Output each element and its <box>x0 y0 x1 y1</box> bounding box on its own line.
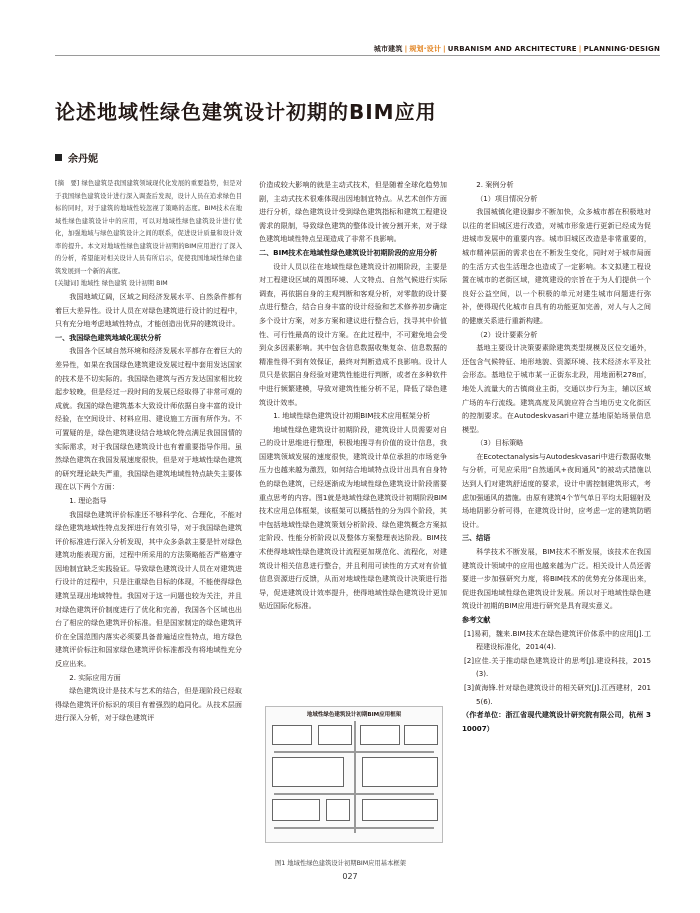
paragraph: 地域性绿色建筑设计初期阶段，建筑设计人员需要对自己的设计思维进行整理，积极地搜寻有价值的设计信息，我国建筑领域发展的速度很快，建筑设计单位承担的市场竞争压力也越来越为激烈，如何结合地域特点设计出具有自身特色的绿色建筑，已经逐渐成为地域性绿色建筑设计阶段需要重点思考的内容。图1就是地域性绿色建筑设计初期阶段BIM技术应用总体框架，该框架可以概括性的分为四个阶段，其中包括地域性绿色建筑策划分析阶段、绿色建筑概念方案拟定阶段、性能分析阶段以及整体方案整理表达阶段。BIM技术使得地域性绿色建筑设计流程更加规范化、流程化，对建筑设计相关信息进行整合，并且利用可读性的方式对有价值信息资源进行反馈，从而对地域性绿色建筑设计决策进行指导，促进建筑设计效率提升，使得地域性绿色建筑设计更加贴近国际化标准。 <box>259 424 447 611</box>
column-3 <box>462 178 651 733</box>
header-en1: URBANISM AND ARCHITECTURE <box>447 45 577 53</box>
author-name: 余丹妮 <box>68 154 98 165</box>
figure-connector <box>354 721 356 833</box>
paragraph: 价造成较大影响的就是主动式技术，但是随着全球化趋势加剧，主动式技术很难体现出因地制宜特点。从艺术创作方面进行分析，绿色建筑设计受到绿色建筑指标和建筑工程建设需求的限制，导致绿色建筑的整体设计被分割开来，对于绿色建筑地域性特点呈现造成了非常不良影响。 <box>259 180 447 244</box>
journal-header <box>374 44 660 54</box>
paragraph: （1）项目情况分析 <box>476 193 538 203</box>
figure-box <box>362 757 438 787</box>
figure-connector <box>274 751 434 753</box>
paragraph: 2. 案例分析 <box>476 180 514 189</box>
paragraph: （2）设计要素分析 <box>476 329 538 339</box>
section-heading: 参考文献 <box>462 615 491 624</box>
figure-box <box>360 725 400 745</box>
paragraph: 1. 理论指导 <box>69 495 107 505</box>
figure-caption: 图1 地域性绿色建筑设计初期BIM应用基本框架 <box>275 860 406 867</box>
figure-box <box>272 757 344 787</box>
figure-box <box>362 799 438 821</box>
paragraph: 我国各个区域自然环境和经济发展水平都存在着巨大的差异性，如果在我国绿色建筑建设发展过程中套用发达国家的技术是不切实际的。我国绿色建筑与西方发达国家相比较起步较晚，但是经过一段时间的发展已经取得了非常可观的成就。我国的绿色建筑基本大致设计师依据自身丰富的设计经验，在空间设计、材料应用、建设施工方面有所作为。不可置疑的是，绿色建筑建设结合地域化特点满足我国国情的实际需求，对于我国绿色建筑设计也有着重要指导作用。虽然绿色建筑在我国发展速度很快，但是对于地域性绿色建筑的研究理论缺失严重，我国绿色建筑地域性特点缺失主要体现在以下两个方面： <box>55 346 242 492</box>
paragraph: 在Ecotectanalysis与Autodeskvasari中进行数据收集与分析，可见应采用“自然通风+夜间通风”的被动式措施以达到人们对建筑舒适度的要求，设计中需控制建筑形式，考虑加强通风的措施。由原有建筑4个节气单日平均太阳辐射及场地阴影分析可得，在建筑设计时，应考虑一定的建筑防晒设计。 <box>462 451 651 529</box>
keywords: [关键词] 地域性 绿色建筑 设计初期 BIM <box>55 280 168 287</box>
page-number: 027 <box>342 872 358 881</box>
paragraph: 1. 地域性绿色建筑设计初期BIM技术应用框架分析 <box>273 411 431 421</box>
paragraph: 2. 实际应用方面 <box>69 672 121 682</box>
section-heading: 三、结语 <box>462 533 491 543</box>
article-title: 论述地域性绿色建筑设计初期的BIM应用 <box>55 100 437 124</box>
abstract: [摘 要] 绿色建筑是我国建筑领域现代化发展的重要趋势，但是对于我国绿色建筑设计进行深入调查后发现，设计人员在追求绿色目标的同时，对于建筑的地域性较忽视了策略的态度。BIM技术在地域性绿色建筑设计中的应用，可以对地域性绿色建筑设计进行优化，加强地域与绿色建筑设计之间的联系，促进设计质量和设计效率的提升。本文对地域性绿色建筑设计初期的BIM应用进行了深入的分析，希望能对相关设计人员有所启示，促使我国地域性绿色建筑发展到一个新的高度。 <box>55 180 242 275</box>
paragraph: （3）目标策略 <box>476 438 524 448</box>
reference-item: [1]易莉，魏来.BIM技术在绿色建筑评价体系中的应用[J].工程建设标准化，2014(4). <box>464 628 651 652</box>
header-cn2: 规划·设计 <box>409 45 442 53</box>
paragraph: 我国城镇化建设脚步不断加快，众多城市都在积极地对以往的老旧城区进行改造，对城市形象进行更新已经成为促进城市发展中的重要内容。城市旧城区改造是非常重要的，城市精神层面的需求也在不断发生变化，同时对于城市局面的生活方式也生活理念也造成了一定影响。本文拟建工程设置在城市的老街区域，建筑建设的宗旨在于为人们提供一个良好公益空间，以一个积极的单元对建生城市问题进行弥补，使得现代化城市自具有的功能更加完善，对人与人之间的健康关系进行重新构建。 <box>462 207 651 325</box>
header-separator: | <box>578 45 582 53</box>
figure-box <box>404 725 438 745</box>
section-heading: （作者单位：浙江省现代建筑设计研究院有限公司，杭州 310007） <box>462 710 651 733</box>
section-heading: 一、我国绿色建筑地域化现状分析 <box>55 332 162 342</box>
paragraph: 绿色建筑设计是技术与艺术的结合，但是现阶段已经取得绿色建筑评价标识的项目有着强烈的趋同化。从技术层面进行深入分析，对于绿色建筑评 <box>55 686 242 723</box>
header-separator: | <box>443 45 446 53</box>
reference-item: [2]应佳.关于推动绿色建筑设计的思考[J].建设科技，2015(3). <box>464 655 651 679</box>
paragraph: 设计人员以往在地域性绿色建筑设计初期阶段，主要是对工程建设区域的周围环境、人文特点、自然气候进行实际调查，再依据自身的主观判断和客观分析，对零散的设计要点进行整合，结合自身丰富的设计经验和艺术修养初步确定多个设计方案，对多方案和建议进行整合后，找寻其中价值性、可行性最高的设计方案。在此过程中，不可避免地会受到众多因素影响。其中包含信息数据收集复杂、信息数据的精准性得不到有效保证，最终对判断造成不良影响。设计人员只是依据自身经验对建筑性能进行判断，或者在多种软件中进行频繁建模，导致对建筑性能分析不足，降低了绿色建筑设计效率。 <box>259 261 447 407</box>
paragraph: 我国地域辽阔，区域之间经济发展水平、自然条件都有着巨大差异性。设计人员在对绿色建筑进行设计的过程中，只有充分地考虑地域性特点，才能创造出优异的建筑设计。 <box>55 292 242 329</box>
column-1-body <box>55 290 242 725</box>
header-cn1: 城市建筑 <box>373 45 403 53</box>
column-3-body <box>462 178 651 735</box>
header-separator: | <box>404 45 408 53</box>
header-rule <box>55 55 660 56</box>
header-en2: PLANNING·DESIGN <box>583 45 660 53</box>
figure-title: 地域性绿色建筑设计初期BIM应用框架 <box>306 712 402 718</box>
square-bullet-icon <box>55 154 62 161</box>
figure-box <box>272 799 320 821</box>
paragraph: 我国绿色建筑评价标准还不够科学化、合理化，不能对绿色建筑地域性特点发挥进行有效引导，对于我国绿色建筑评价标准进行深入分析发现，其中众多条款主要是针对绿色建筑功能表现方面，过程中所采用的方法策略能否严格遵守因地制宜缺乏实践验证。导致绿色建筑设计人员在对建筑进行设计的过程中，只是注重绿色目标的体现，不能使得绿色建筑呈现出地域特性。我国对于这一问题也较为关注，并且对绿色建筑评价制度进行了优化和完善，我国各个区域也出台了相应的绿色建筑评价标准。但是国家制定的绿色建筑评价在全国范围内落实必须要具备普遍适应性特点，地方绿色建筑评价标注和国家绿色建筑评价标准都没有将地域性充分反应出来。 <box>55 509 242 669</box>
reference-item: [3]黄海锋.针对绿色建筑设计的相关研究[J].江西建材，2015(6). <box>464 682 651 706</box>
column-1 <box>55 178 242 898</box>
figure-connector <box>274 793 434 795</box>
section-heading: 二、BIM技术在地域性绿色建筑设计初期阶段的应用分析 <box>259 247 438 257</box>
figure-box <box>318 725 352 745</box>
figure-box <box>272 725 312 745</box>
column-2-body <box>259 178 447 613</box>
paragraph: 科学技术不断发展，BIM技术不断发展，该技术在我国建筑设计领域中的应用也越来越为广泛。相关设计人员还需要进一步加强研究力度，将BIM技术的优势充分体现出来，促进我国地域性绿色建筑设计发展。所以对于地域性绿色建筑设计初期的BIM应用进行研究是具有现实意义。 <box>462 547 651 611</box>
figure-connector <box>274 827 434 829</box>
author-line <box>55 150 98 165</box>
figure-1 <box>265 706 443 843</box>
figure-box <box>326 799 350 821</box>
paragraph: 基地主要设计决策要素除建筑类型规模及区位交通外，还包含气候特征、地形地貌、资源环境、技术经济水平及社会形态。基地位于城市某一正街东北段，用地面积278㎡，地处人流量大的古镇商业主街，交通以步行为主，辅以区域广场的车行流线。建筑高度及风貌应符合当地历史文化街区的控制要求。在Autodeskvasari中建立基地原始场景信息模型。 <box>462 343 651 434</box>
